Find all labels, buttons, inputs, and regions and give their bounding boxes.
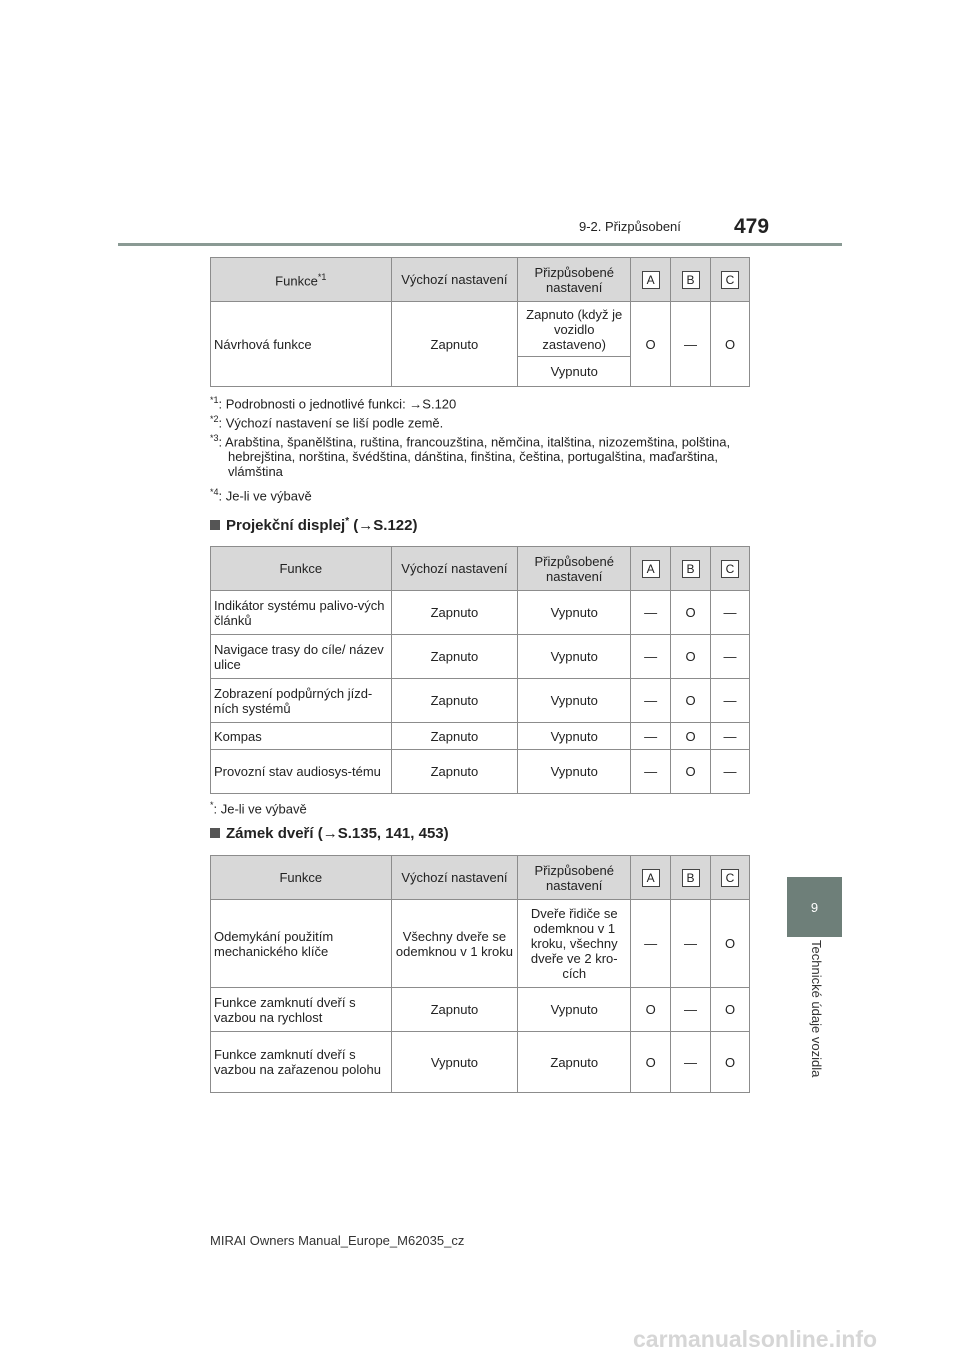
col-header-default: Výchozí nastavení: [391, 856, 518, 900]
table-cell-default: Zapnuto: [391, 635, 518, 679]
table-cell-function: Indikátor systému palivo-vých článků: [211, 591, 392, 635]
table-cell-default: Zapnuto: [391, 679, 518, 723]
square-bullet-icon: [210, 828, 220, 838]
table-cell-b: O: [671, 750, 711, 794]
table-cell-function: Provozní stav audiosys-tému: [211, 750, 392, 794]
table-cell-c: —: [711, 679, 750, 723]
chapter-label: Technické údaje vozidla: [809, 940, 824, 1078]
table-cell-c: O: [711, 302, 750, 387]
table-cell-b: O: [671, 679, 711, 723]
table-cell-c: O: [711, 988, 750, 1032]
table-cell-custom: Vypnuto: [518, 723, 631, 750]
footnote: *: Je-li ve výbavě: [210, 800, 307, 817]
table-cell-function: Kompas: [211, 723, 392, 750]
table-display-settings: [210, 257, 750, 387]
table-cell-custom: Zapnuto (když je vozidlo zastaveno): [518, 302, 631, 357]
watermark: carmanualsonline.info: [633, 1326, 878, 1352]
table-row: [211, 591, 750, 635]
page-number: 479: [734, 215, 770, 238]
col-header-function: Funkce: [211, 856, 392, 900]
chapter-tab: 9: [787, 877, 842, 937]
table-row: [211, 988, 750, 1032]
table-cell-function: Funkce zamknutí dveří s vazbou na zařazenou polohu: [211, 1032, 392, 1093]
table-cell-a: —: [631, 679, 671, 723]
col-header-b: B: [671, 547, 711, 591]
table-cell-c: —: [711, 750, 750, 794]
col-header-b: B: [671, 856, 711, 900]
table-row: [211, 900, 750, 988]
table-cell-custom: Vypnuto: [518, 679, 631, 723]
table-row: [211, 679, 750, 723]
col-header-custom: Přizpůsobené nastavení: [518, 547, 631, 591]
table-cell-function: Navigace trasy do cíle/ název ulice: [211, 635, 392, 679]
table-cell-c: O: [711, 1032, 750, 1093]
col-header-c: C: [711, 856, 750, 900]
table-cell-custom: Dveře řidiče se odemknou v 1 kroku, všechny dveře ve 2 kro-cích: [518, 900, 631, 988]
table-cell-default: Zapnuto: [391, 302, 518, 387]
footnote: $^{*1}$: Podrobnosti o jednotlivé funkci: →S.120: [210, 395, 457, 412]
table-cell-c: —: [711, 723, 750, 750]
footnote: $^{*2}$: Výchozí nastavení se liší podle země.: [210, 414, 444, 431]
table-row: [211, 723, 750, 750]
table-cell-function: Funkce zamknutí dveří s vazbou na rychlost: [211, 988, 392, 1032]
table-cell-default: Všechny dveře se odemknou v 1 kroku: [391, 900, 518, 988]
table-cell-a: O: [631, 302, 671, 387]
col-header-c: C: [711, 547, 750, 591]
table-cell-default: Zapnuto: [391, 988, 518, 1032]
table-row: [211, 1032, 750, 1093]
table-cell-b: —: [671, 1032, 711, 1093]
table-cell-c: —: [711, 635, 750, 679]
col-header-a: A: [631, 856, 671, 900]
col-header-b: B: [671, 258, 711, 302]
table-cell-function: Návrhová funkce: [211, 302, 392, 387]
table-cell-custom: Vypnuto: [518, 750, 631, 794]
table-cell-custom: Vypnuto: [518, 591, 631, 635]
section-heading: Zámek dveří (→S.135, 141, 453): [210, 825, 449, 842]
col-header-a: A: [631, 258, 671, 302]
section-title: 9-2. Přizpůsobení: [579, 219, 681, 234]
col-header-a: A: [631, 547, 671, 591]
col-header-default: Výchozí nastavení: [391, 258, 518, 302]
col-header-function: Funkce$^{*1}$: [211, 258, 392, 302]
table-cell-custom: Vypnuto: [518, 988, 631, 1032]
table-cell-b: O: [671, 591, 711, 635]
table-cell-function: Odemykání použitím mechanického klíče: [211, 900, 392, 988]
table-cell-b: O: [671, 723, 711, 750]
table-row: [211, 750, 750, 794]
col-header-custom: Přizpůsobené nastavení: [518, 258, 631, 302]
col-header-function: Funkce: [211, 547, 392, 591]
col-header-custom: Přizpůsobené nastavení: [518, 856, 631, 900]
table-cell-a: O: [631, 1032, 671, 1093]
table-cell-default: Zapnuto: [391, 591, 518, 635]
footer-manual-id: MIRAI Owners Manual_Europe_M62035_cz: [210, 1233, 465, 1248]
section-heading: Projekční displej* (→S.122): [210, 516, 417, 534]
table-cell-b: O: [671, 635, 711, 679]
table-cell-custom: Vypnuto: [518, 357, 631, 387]
footnote: $^{*4}$: Je-li ve výbavě: [210, 487, 312, 504]
col-header-default: Výchozí nastavení: [391, 547, 518, 591]
table-cell-default: Vypnuto: [391, 1032, 518, 1093]
table-cell-a: —: [631, 900, 671, 988]
footnote: $^{*3}$: Arabština, španělština, ruština, francouzština, němčina, italština, nizozemština, polština, hebrejština, norština, švédština, dánština, finština, čeština, portugalština, maďarština, vlámština: [210, 433, 731, 480]
square-bullet-icon: [210, 520, 220, 530]
table-cell-b: —: [671, 900, 711, 988]
table-cell-a: —: [631, 591, 671, 635]
table-door-lock-settings: [210, 855, 750, 1093]
table-cell-function: Zobrazení podpůrných jízd-ních systémů: [211, 679, 392, 723]
table-cell-default: Zapnuto: [391, 723, 518, 750]
table-cell-custom: Vypnuto: [518, 635, 631, 679]
table-cell-a: —: [631, 750, 671, 794]
col-header-c: C: [711, 258, 750, 302]
table-row: [211, 635, 750, 679]
table-cell-a: O: [631, 988, 671, 1032]
table-cell-default: Zapnuto: [391, 750, 518, 794]
table-cell-c: O: [711, 900, 750, 988]
table-hud-settings: [210, 546, 750, 794]
table-cell-custom: Zapnuto: [518, 1032, 631, 1093]
header-rule: [118, 243, 842, 246]
table-cell-b: —: [671, 302, 711, 387]
table-cell-c: —: [711, 591, 750, 635]
table-cell-a: —: [631, 635, 671, 679]
table-cell-a: —: [631, 723, 671, 750]
table-cell-b: —: [671, 988, 711, 1032]
